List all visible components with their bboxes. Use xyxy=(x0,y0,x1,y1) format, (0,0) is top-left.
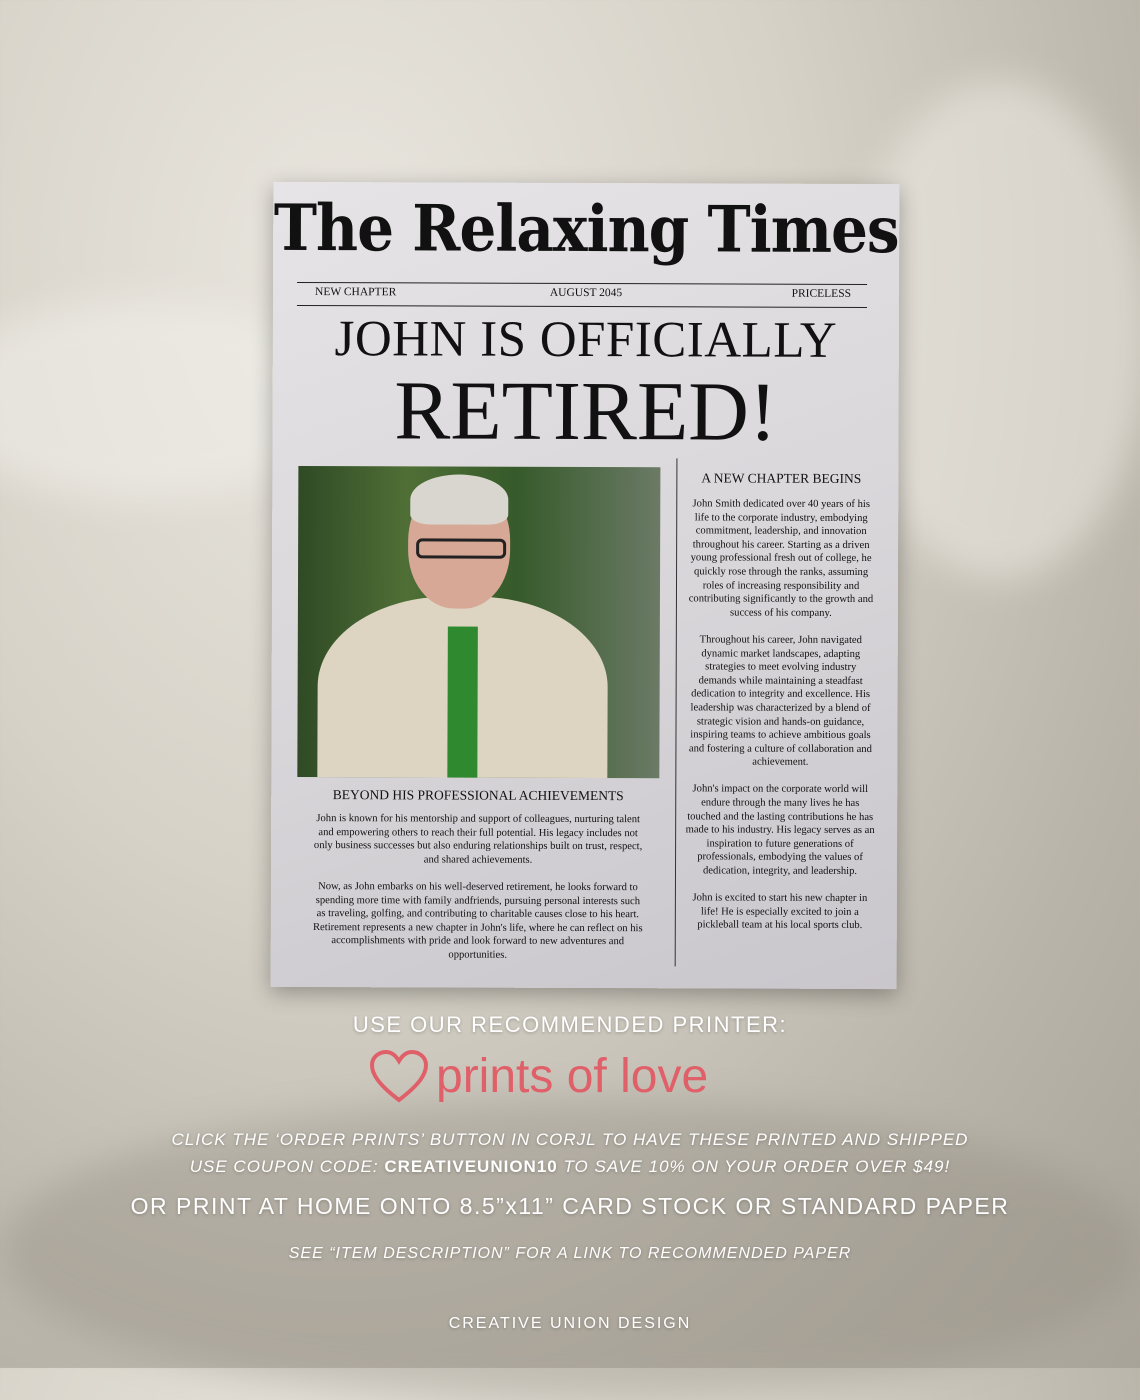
right-section-heading: A NEW CHAPTER BEGINS xyxy=(701,470,862,486)
headline-line2: RETIRED! xyxy=(394,364,778,459)
order-prints-text: CLICK THE ‘ORDER PRINTS’ BUTTON IN CORJL TO HAVE THESE PRINTED AND SHIPPED xyxy=(171,1130,969,1149)
masthead: The Relaxing Times xyxy=(273,190,899,268)
newspaper-print xyxy=(271,182,900,989)
paragraph: Throughout his career, John navigated dynamic market landscapes, adapting strategies to meet evolving industry demands while maintaining a steadfast dedication to integrity and excellence. His leadership was characterized by a blend of strategic vision and hands-on guidance, inspiring teams to achieve ambitious goals and fostering a culture of collaboration and achievement. xyxy=(688,634,872,769)
paragraph: John's impact on the corporate world will endure through the many lives he has touched and the lasting contributions he has made to his industry. His legacy serves as an inspiration to future generations of professionals, embodying the values of dedication, integrity, and leadership. xyxy=(685,783,875,877)
paragraph: John Smith dedicated over 40 years of his life to the corporate industry, embodying commitment, leadership, and innovation throughout his career. Starting as a driven young professional fresh out of college, he quickly rose through the ranks, assuming roles of increasing responsibility and contributing significantly to the growth and success of his company. xyxy=(688,498,874,619)
coupon-suffix: TO SAVE 10% ON YOUR ORDER OVER $49! xyxy=(557,1157,951,1176)
rule xyxy=(297,282,867,285)
paragraph: John is known for his mentorship and support of colleagues, nurturing talent and empowering others to reach their full potential. His legacy includes not only business successes but also enduring relationships built on trust, respect, and shared achievements. xyxy=(313,813,643,866)
heart-icon xyxy=(368,1048,430,1104)
print-at-home-text: OR PRINT AT HOME ONTO 8.5”x11” CARD STOCK OR STANDARD PAPER xyxy=(130,1193,1010,1219)
coupon-prefix: USE COUPON CODE: xyxy=(189,1157,385,1176)
brand-name: CREATIVE UNION DESIGN xyxy=(448,1315,692,1332)
recommended-printer-text: USE OUR RECOMMENDED PRINTER: xyxy=(352,1012,788,1037)
logo-text: prints of love xyxy=(436,1049,709,1103)
right-section-body xyxy=(685,497,877,946)
item-description-text: SEE “ITEM DESCRIPTION” FOR A LINK TO RECOMMENDED PAPER xyxy=(288,1245,852,1262)
paragraph: Now, as John embarks on his well-deserved retirement, he looks forward to spending more time with family andfriends, pursuing personal interests such as traveling, golfing, and contributing to charitable causes close to his heart. Retirement represents a new chapter in John's life, where he can reflect on his accomplishments with pride and look forward to new adventures and opportunities. xyxy=(312,881,643,961)
retiree-photo xyxy=(297,466,660,778)
meta-date: AUGUST 2045 xyxy=(549,286,623,300)
left-section-body xyxy=(311,812,646,976)
left-section-heading: BEYOND HIS PROFESSIONAL ACHIEVEMENTS xyxy=(332,787,624,804)
headline-line1: JOHN IS OFFICIALLY xyxy=(334,311,838,369)
coupon-code: CREATIVEUNION10 xyxy=(384,1157,558,1176)
rule xyxy=(297,305,867,308)
prints-of-love-logo xyxy=(368,1048,708,1104)
paragraph: John is excited to start his new chapter in life! He is especially excited to join a pickleball team at his local sports club. xyxy=(692,892,868,932)
meta-price: PRICELESS xyxy=(791,287,852,300)
coupon-text xyxy=(0,1157,1140,1177)
column-divider xyxy=(675,458,678,966)
meta-left: NEW CHAPTER xyxy=(315,286,397,299)
